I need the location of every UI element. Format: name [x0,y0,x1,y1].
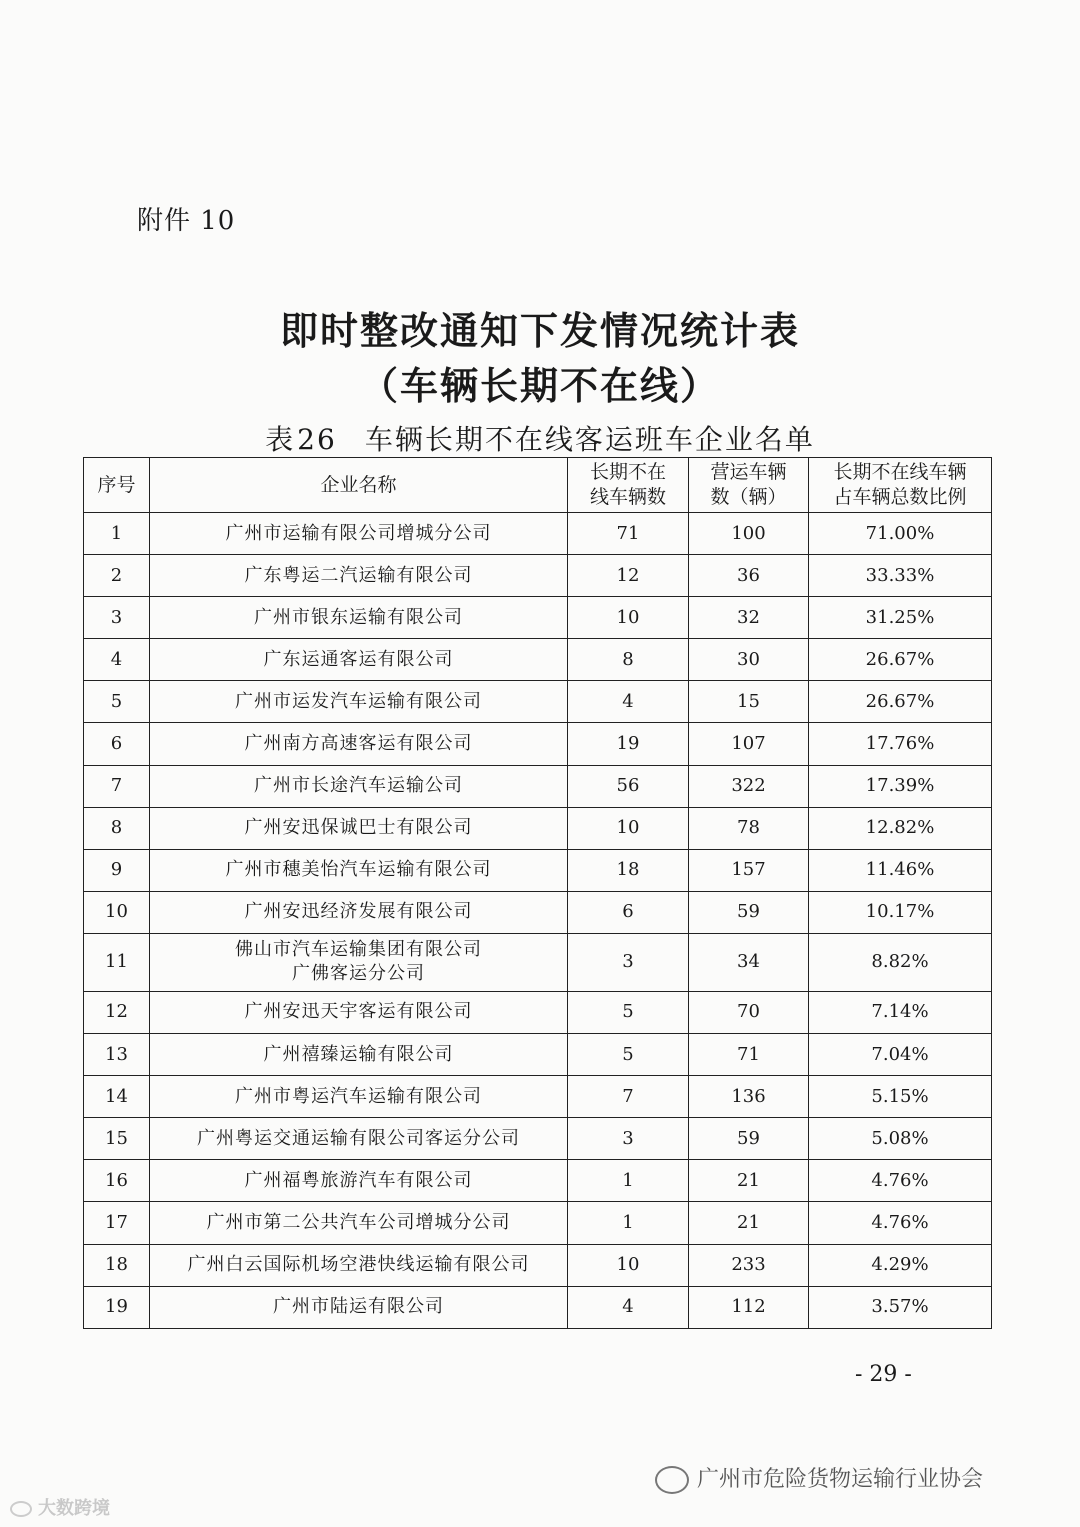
row-offline: 10 [568,597,689,639]
row-total: 34 [689,933,809,991]
row-index: 13 [84,1034,150,1076]
row-total: 112 [689,1286,809,1328]
attachment-label: 附件 10 [137,206,236,236]
row-offline: 12 [568,555,689,597]
row-offline: 3 [568,933,689,991]
row-offline: 3 [568,1118,689,1160]
table-row [84,933,992,991]
header-ratio [809,458,992,513]
row-ratio: 12.82% [809,807,992,849]
row-total: 36 [689,555,809,597]
row-ratio: 10.17% [809,891,992,933]
row-ratio: 5.08% [809,1118,992,1160]
row-company: 广州安迅保诚巴士有限公司 [150,807,568,849]
row-company [150,933,568,991]
row-offline: 5 [568,1034,689,1076]
row-index: 4 [84,639,150,681]
row-total: 157 [689,849,809,891]
row-index: 19 [84,1286,150,1328]
table-row [84,1202,992,1244]
row-index: 11 [84,933,150,991]
row-ratio: 71.00% [809,513,992,555]
row-ratio: 31.25% [809,597,992,639]
row-index: 8 [84,807,150,849]
table-row [84,639,992,681]
row-company: 广州安迅天宇客运有限公司 [150,991,568,1033]
row-company: 广州市陆运有限公司 [150,1286,568,1328]
row-company-line1: 佛山市汽车运输集团有限公司 [235,939,482,961]
row-total: 100 [689,513,809,555]
row-total: 233 [689,1244,809,1286]
page-number: - 29 - [855,1362,912,1387]
row-index: 1 [84,513,150,555]
header-ratio-line2: 占车辆总数比例 [833,486,967,508]
row-company: 广州市长途汽车运输公司 [150,765,568,807]
header-offline-line2: 线车辆数 [589,486,666,508]
row-index: 16 [84,1160,150,1202]
row-company: 广州粤运交通运输有限公司客运分公司 [150,1118,568,1160]
row-company: 广州南方高速客运有限公司 [150,723,568,765]
row-index: 10 [84,891,150,933]
table-row [84,1286,992,1328]
row-ratio: 4.76% [809,1202,992,1244]
companies-table [83,457,992,1329]
row-company: 广州市粤运汽车运输有限公司 [150,1076,568,1118]
row-total: 15 [689,681,809,723]
row-ratio: 33.33% [809,555,992,597]
header-index: 序号 [84,458,150,513]
row-total: 322 [689,765,809,807]
row-ratio: 7.14% [809,991,992,1033]
row-index: 6 [84,723,150,765]
table-row [84,1244,992,1286]
table-row [84,807,992,849]
row-total: 59 [689,891,809,933]
row-offline: 4 [568,681,689,723]
table-row [84,849,992,891]
row-company: 广东粤运二汽运输有限公司 [150,555,568,597]
row-offline: 6 [568,891,689,933]
row-index: 5 [84,681,150,723]
table-row [84,1034,992,1076]
header-total-line2: 数（辆） [710,486,787,508]
row-ratio: 26.67% [809,681,992,723]
table-row [84,1160,992,1202]
row-index: 9 [84,849,150,891]
row-ratio: 8.82% [809,933,992,991]
row-total: 136 [689,1076,809,1118]
table-caption-text: 车辆长期不在线客运班车企业名单 [364,423,815,456]
row-company: 广州市银东运输有限公司 [150,597,568,639]
row-total: 71 [689,1034,809,1076]
row-company: 广州市运输有限公司增城分公司 [150,513,568,555]
watermark-publisher-text: 广州市危险货物运输行业协会 [697,1467,984,1492]
row-offline: 4 [568,1286,689,1328]
row-total: 32 [689,597,809,639]
wechat-icon [655,1466,689,1494]
table-row [84,555,992,597]
row-ratio: 17.39% [809,765,992,807]
row-index: 18 [84,1244,150,1286]
row-index: 3 [84,597,150,639]
table-caption [0,418,1080,458]
table-row [84,1076,992,1118]
row-company: 广州市运发汽车运输有限公司 [150,681,568,723]
table-label: 表 [265,423,296,456]
header-total-line1: 营运车辆 [710,461,787,483]
row-index: 12 [84,991,150,1033]
row-offline: 71 [568,513,689,555]
row-company: 广州禧臻运输有限公司 [150,1034,568,1076]
row-offline: 5 [568,991,689,1033]
row-company: 广州市第二公共汽车公司增城分公司 [150,1202,568,1244]
row-index: 7 [84,765,150,807]
table-row [84,991,992,1033]
table-row [84,891,992,933]
row-ratio: 7.04% [809,1034,992,1076]
row-company: 广东运通客运有限公司 [150,639,568,681]
row-ratio: 11.46% [809,849,992,891]
header-offline [568,458,689,513]
header-offline-line1: 长期不在 [589,461,666,483]
header-total [689,458,809,513]
row-offline: 10 [568,807,689,849]
table-row [84,597,992,639]
row-ratio: 26.67% [809,639,992,681]
table-row [84,513,992,555]
table-number: 26 [297,423,337,456]
table-header-row [84,458,992,513]
row-ratio: 3.57% [809,1286,992,1328]
table-row [84,765,992,807]
watermark-logo-icon [10,1501,32,1517]
row-company-line2: 广佛客运分公司 [292,963,425,985]
watermark-source-text: 大数跨境 [38,1498,110,1519]
row-index: 15 [84,1118,150,1160]
page-title: 即时整改通知下发情况统计表 [279,309,800,353]
table-row [84,681,992,723]
row-index: 17 [84,1202,150,1244]
watermark-publisher [655,1462,983,1494]
row-index: 2 [84,555,150,597]
row-ratio: 17.76% [809,723,992,765]
row-company: 广州安迅经济发展有限公司 [150,891,568,933]
row-offline: 1 [568,1160,689,1202]
row-total: 70 [689,991,809,1033]
row-total: 107 [689,723,809,765]
row-offline: 1 [568,1202,689,1244]
page-subtitle: （车辆长期不在线） [359,364,720,408]
row-offline: 19 [568,723,689,765]
table-row [84,723,992,765]
row-total: 59 [689,1118,809,1160]
row-offline: 18 [568,849,689,891]
row-ratio: 4.76% [809,1160,992,1202]
header-ratio-line1: 长期不在线车辆 [833,461,967,483]
row-company: 广州福粤旅游汽车有限公司 [150,1160,568,1202]
table-row [84,1118,992,1160]
header-company: 企业名称 [150,458,568,513]
row-total: 21 [689,1202,809,1244]
row-total: 21 [689,1160,809,1202]
row-index: 14 [84,1076,150,1118]
row-offline: 8 [568,639,689,681]
row-ratio: 5.15% [809,1076,992,1118]
row-offline: 56 [568,765,689,807]
watermark-source [10,1494,110,1520]
row-ratio: 4.29% [809,1244,992,1286]
row-company: 广州市穗美怡汽车运输有限公司 [150,849,568,891]
row-offline: 7 [568,1076,689,1118]
row-offline: 10 [568,1244,689,1286]
row-total: 78 [689,807,809,849]
row-company: 广州白云国际机场空港快线运输有限公司 [150,1244,568,1286]
row-total: 30 [689,639,809,681]
